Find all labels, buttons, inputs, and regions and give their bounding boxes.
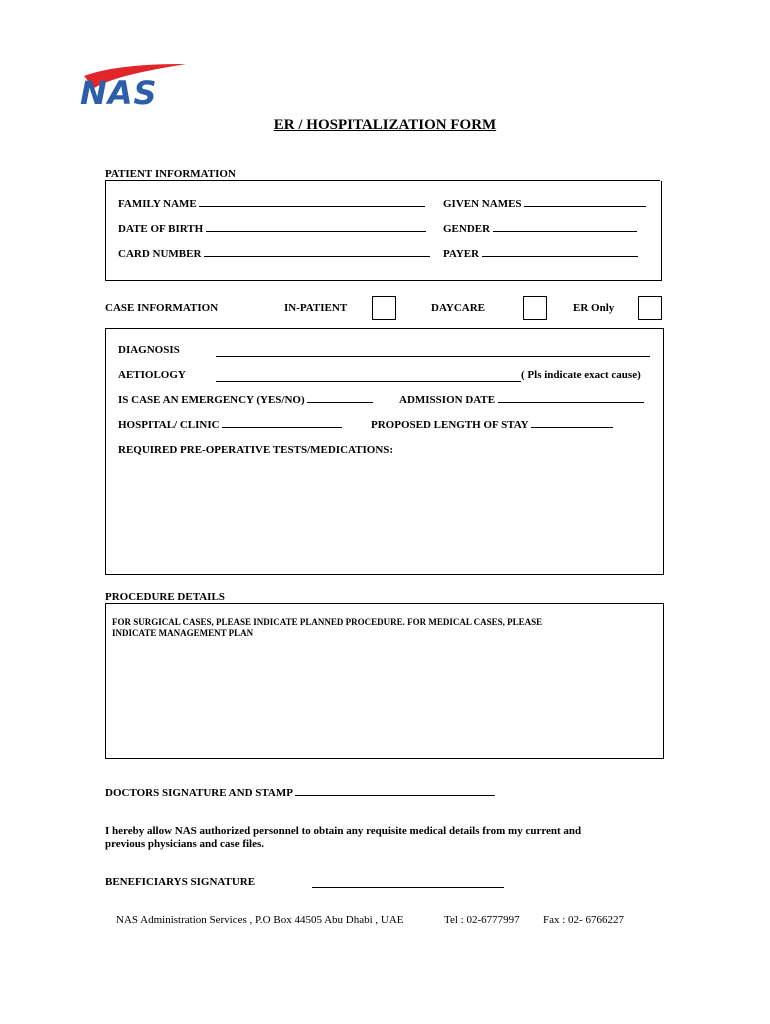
beneficiary-signature-label: BENEFICIARYS SIGNATURE [105, 876, 256, 888]
beneficiary-signature-line[interactable] [312, 887, 504, 888]
gender-line[interactable] [493, 230, 637, 232]
family-name-line[interactable] [199, 205, 425, 207]
footer-fax: Fax : 02- 6766227 [543, 914, 624, 926]
aetiology-line[interactable] [216, 381, 521, 382]
er-only-checkbox[interactable] [638, 296, 662, 320]
date-of-birth-label: DATE OF BIRTH [118, 223, 204, 235]
card-number-field[interactable] [118, 248, 430, 260]
procedure-heading: PROCEDURE DETAILS [105, 591, 225, 603]
given-names-label: GIVEN NAMES [443, 198, 522, 210]
diagnosis-line[interactable] [216, 356, 650, 357]
in-patient-checkbox[interactable] [372, 296, 396, 320]
hospital-clinic-line[interactable] [222, 426, 342, 428]
hospital-clinic-label: HOSPITAL/ CLINIC [118, 419, 220, 431]
admission-date-label: ADMISSION DATE [399, 394, 496, 406]
proposed-stay-field[interactable] [371, 419, 613, 431]
aetiology-note: ( Pls indicate exact cause) [521, 369, 641, 381]
proposed-stay-label: PROPOSED LENGTH OF STAY [371, 419, 529, 431]
er-only-label: ER Only [573, 302, 615, 314]
payer-label: PAYER [443, 248, 480, 260]
admission-date-line[interactable] [498, 401, 644, 403]
doctor-signature-line[interactable] [295, 794, 495, 796]
footer-tel: Tel : 02-6777997 [444, 914, 520, 926]
daycare-label: DAYCARE [431, 302, 485, 314]
preop-label: REQUIRED PRE-OPERATIVE TESTS/MEDICATIONS: [118, 444, 394, 456]
case-info-heading: CASE INFORMATION [105, 302, 219, 314]
gender-label: GENDER [443, 223, 491, 235]
procedure-instruction-line2: INDICATE MANAGEMENT PLAN [112, 628, 254, 638]
date-of-birth-field[interactable] [118, 223, 426, 235]
emergency-line[interactable] [307, 401, 373, 403]
payer-field[interactable] [443, 248, 638, 260]
doctor-signature-field[interactable] [105, 787, 495, 799]
given-names-field[interactable] [443, 198, 646, 210]
procedure-instruction-line1: FOR SURGICAL CASES, PLEASE INDICATE PLANNED PROCEDURE. FOR MEDICAL CASES, PLEASE [112, 617, 543, 627]
card-number-label: CARD NUMBER [118, 248, 202, 260]
family-name-label: FAMILY NAME [118, 198, 197, 210]
page-title: ER / HOSPITALIZATION FORM [273, 117, 497, 133]
card-number-line[interactable] [204, 255, 430, 257]
nas-logo [80, 62, 190, 112]
preop-input-area[interactable] [118, 460, 648, 564]
aetiology-label: AETIOLOGY [118, 369, 186, 381]
given-names-line[interactable] [524, 205, 646, 207]
logo-text: NAS [80, 74, 158, 112]
emergency-label: IS CASE AN EMERGENCY (YES/NO) [118, 394, 305, 406]
gender-field[interactable] [443, 223, 637, 235]
admission-date-field[interactable] [399, 394, 644, 406]
date-of-birth-line[interactable] [206, 230, 426, 232]
footer-address: NAS Administration Services , P.O Box 44505 Abu Dhabi , UAE [116, 914, 404, 926]
emergency-field[interactable] [118, 394, 373, 406]
in-patient-label: IN-PATIENT [284, 302, 348, 314]
consent-line1: I hereby allow NAS authorized personnel to obtain any requisite medical details from my current and [105, 825, 582, 837]
hospital-clinic-field[interactable] [118, 419, 342, 431]
family-name-field[interactable] [118, 198, 425, 210]
diagnosis-label: DIAGNOSIS [118, 344, 180, 356]
proposed-stay-line[interactable] [531, 426, 613, 428]
procedure-input-area[interactable] [112, 645, 652, 749]
patient-info-heading: PATIENT INFORMATION [105, 168, 236, 180]
payer-line[interactable] [482, 255, 638, 257]
doctor-signature-label: DOCTORS SIGNATURE AND STAMP [105, 787, 293, 799]
consent-line2: previous physicians and case files. [105, 838, 265, 850]
daycare-checkbox[interactable] [523, 296, 547, 320]
